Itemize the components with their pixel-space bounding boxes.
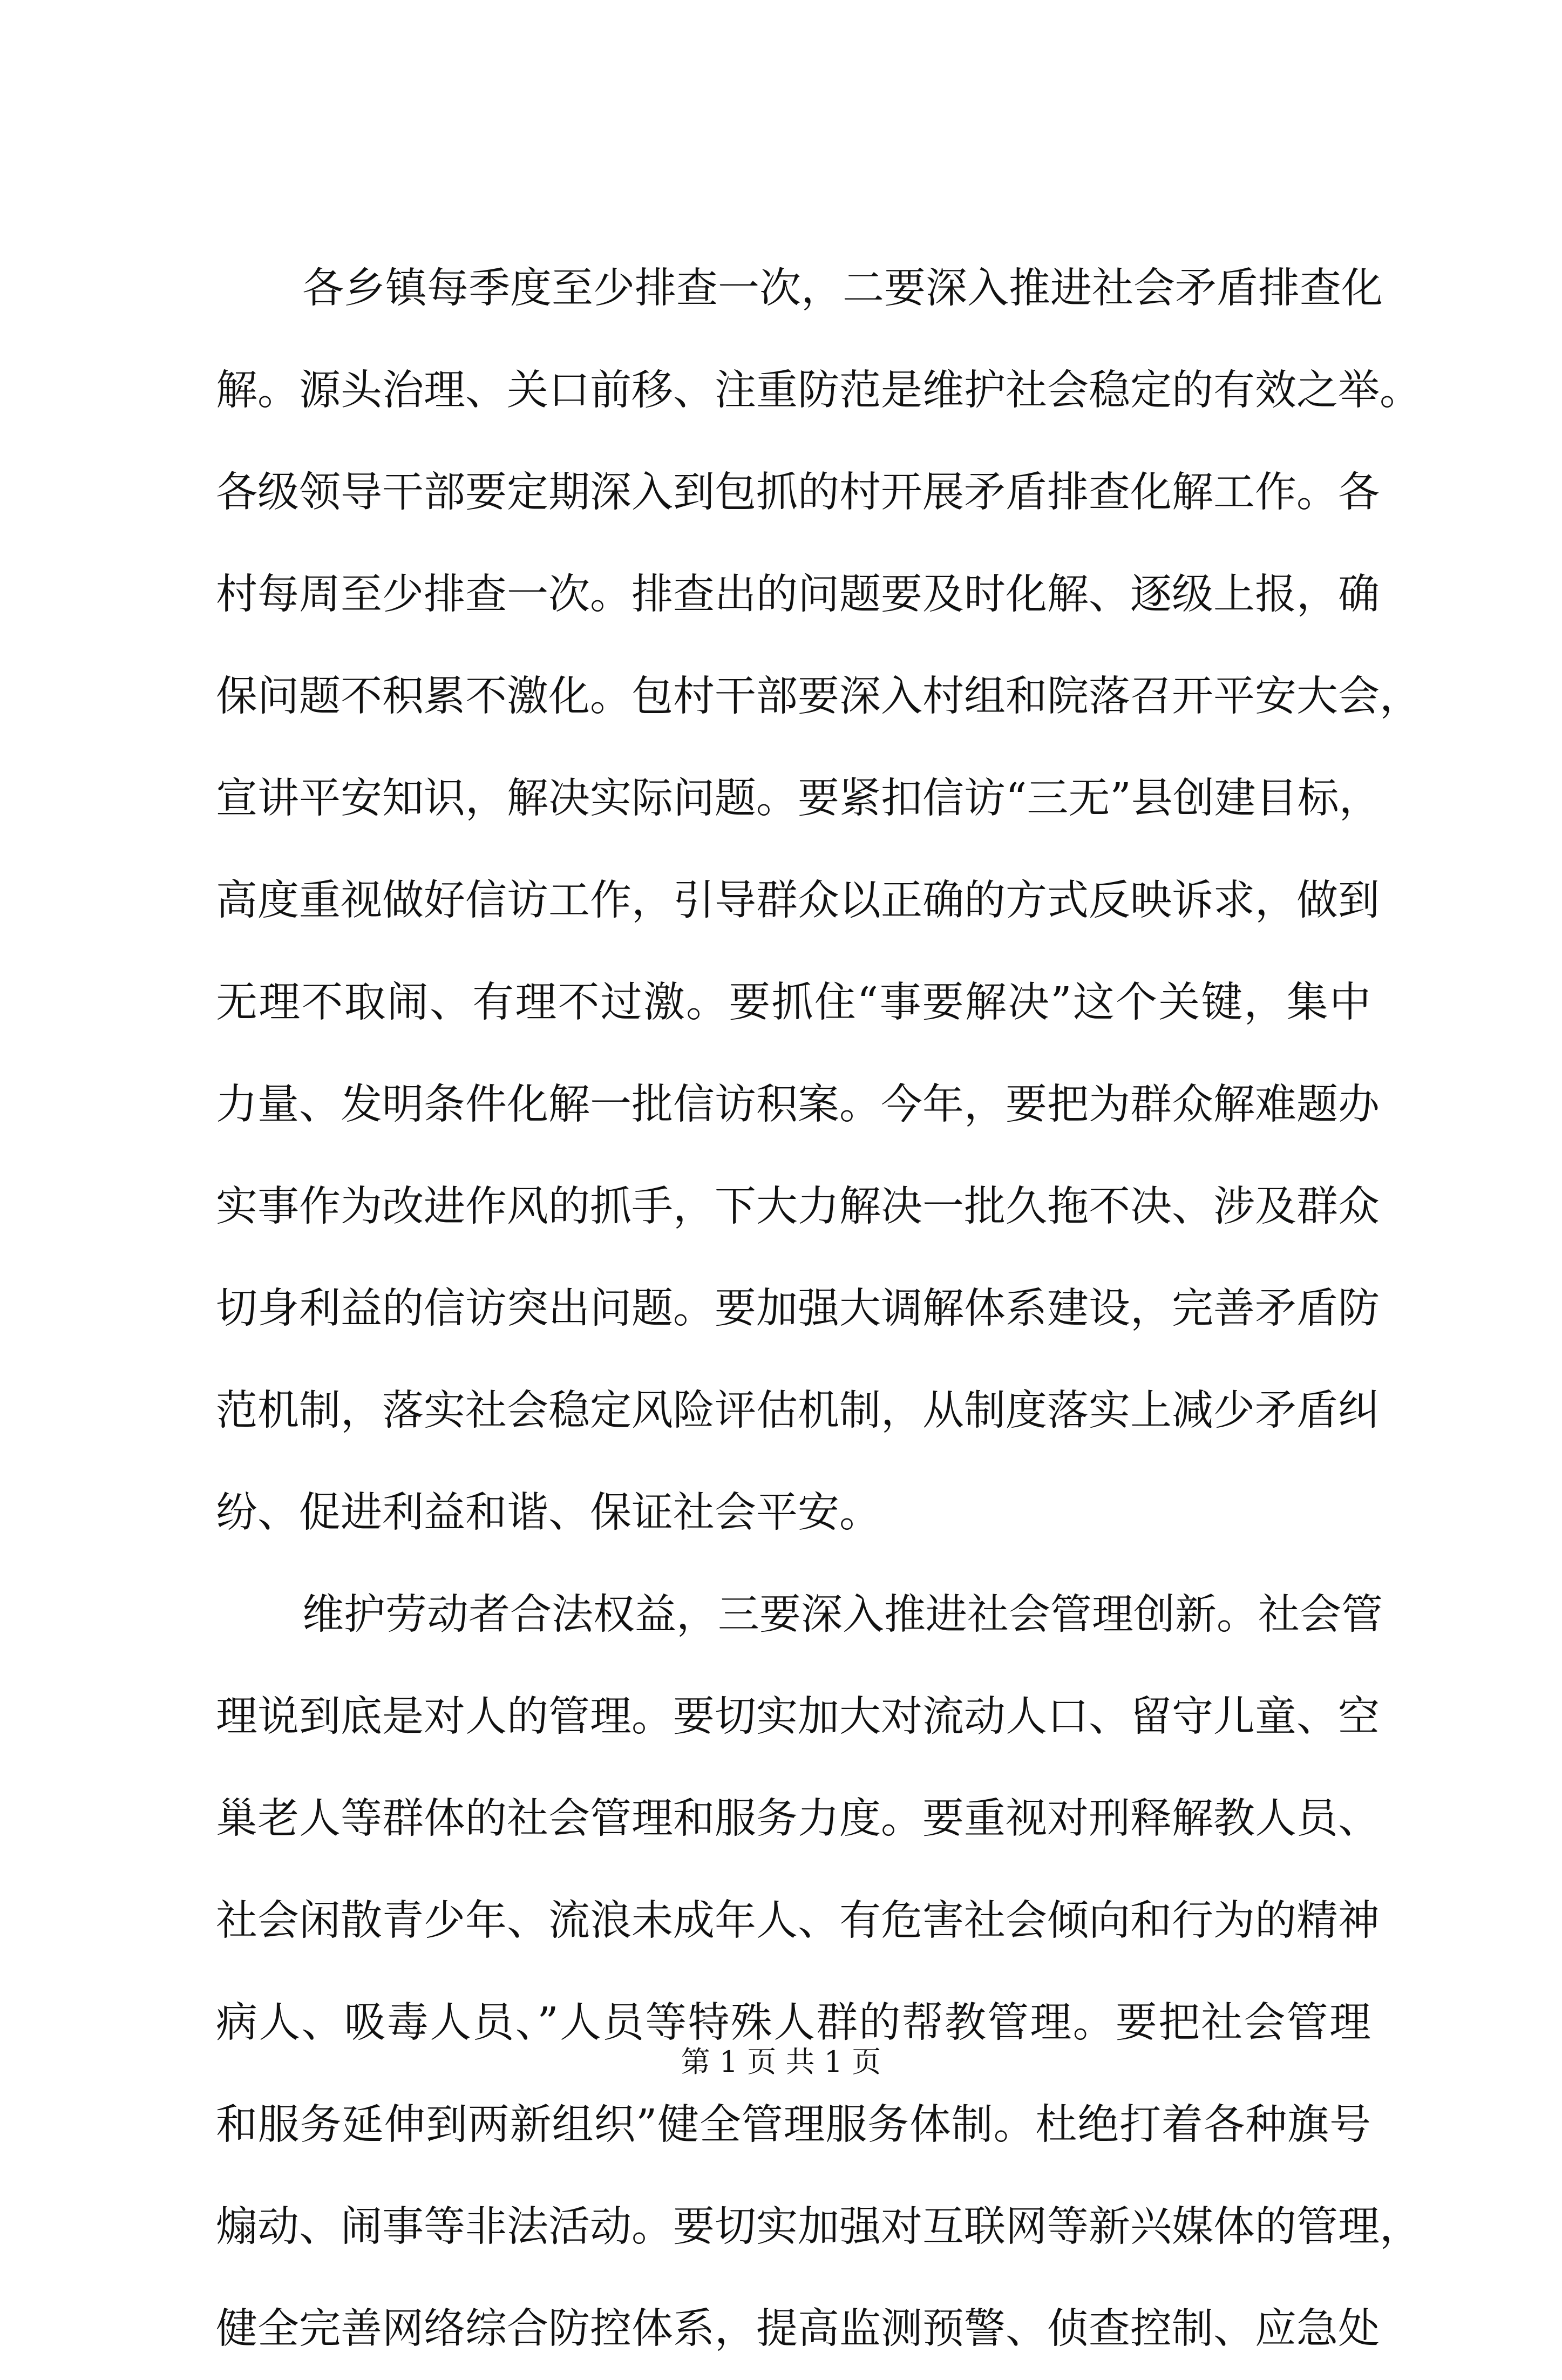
text-line: 纷、促进利益和谐、保证社会平安。 bbox=[216, 1489, 881, 1537]
text-line: 宣讲平安知识，解决实际问题。要紧扣信访“三无”县创建目标， bbox=[216, 775, 1381, 823]
text-line: 无理不取闹、有理不过激。要抓住“事要解决”这个关键，集中 bbox=[216, 979, 1371, 1027]
text-line: 维护劳动者合法权益，三要深入推进社会管理创新。社会管 bbox=[302, 1591, 1383, 1639]
text-line: 巢老人等群体的社会管理和服务力度。要重视对刑释解教人员、 bbox=[216, 1795, 1380, 1843]
text-line: 社会闲散青少年、流浪未成年人、有危害社会倾向和行为的精神 bbox=[216, 1897, 1380, 1945]
text-line: 各级领导干部要定期深入到包抓的村开展矛盾排查化解工作。各 bbox=[216, 469, 1380, 517]
text-line: 解。源头治理、关口前移、注重防范是维护社会稳定的有效之举。 bbox=[216, 367, 1421, 415]
page-number: 第 1 页 共 1 页 bbox=[681, 2045, 881, 2079]
text-line: 村每周至少排查一次。排查出的问题要及时化解、逐级上报，确 bbox=[216, 571, 1380, 619]
text-line: 保问题不积累不激化。包村干部要深入村组和院落召开平安大会， bbox=[216, 673, 1421, 721]
text-line: 和服务延伸到两新组织”健全管理服务体制。杜绝打着各种旗号 bbox=[216, 2101, 1371, 2149]
text-line: 切身利益的信访突出问题。要加强大调解体系建设，完善矛盾防 bbox=[216, 1285, 1380, 1333]
text-line: 力量、发明条件化解一批信访积案。今年，要把为群众解难题办 bbox=[216, 1081, 1380, 1129]
text-line: 病人、吸毒人员、”人员等特殊人群的帮教管理。要把社会管理 bbox=[216, 1999, 1371, 2047]
text-line: 理说到底是对人的管理。要切实加大对流动人口、留守儿童、空 bbox=[216, 1693, 1380, 1741]
text-line: 煽动、闹事等非法活动。要切实加强对互联网等新兴媒体的管理， bbox=[216, 2203, 1421, 2251]
page-footer bbox=[0, 2040, 1562, 2084]
text-line: 各乡镇每季度至少排查一次，二要深入推进社会矛盾排查化 bbox=[302, 265, 1383, 313]
text-line: 范机制，落实社会稳定风险评估机制，从制度落实上减少矛盾纠 bbox=[216, 1387, 1380, 1435]
text-line: 实事作为改进作风的抓手，下大力解决一批久拖不决、涉及群众 bbox=[216, 1183, 1380, 1231]
text-line: 健全完善网络综合防控体系，提高监测预警、侦查控制、应急处 bbox=[216, 2305, 1380, 2353]
text-line: 高度重视做好信访工作，引导群众以正确的方式反映诉求，做到 bbox=[216, 877, 1380, 925]
